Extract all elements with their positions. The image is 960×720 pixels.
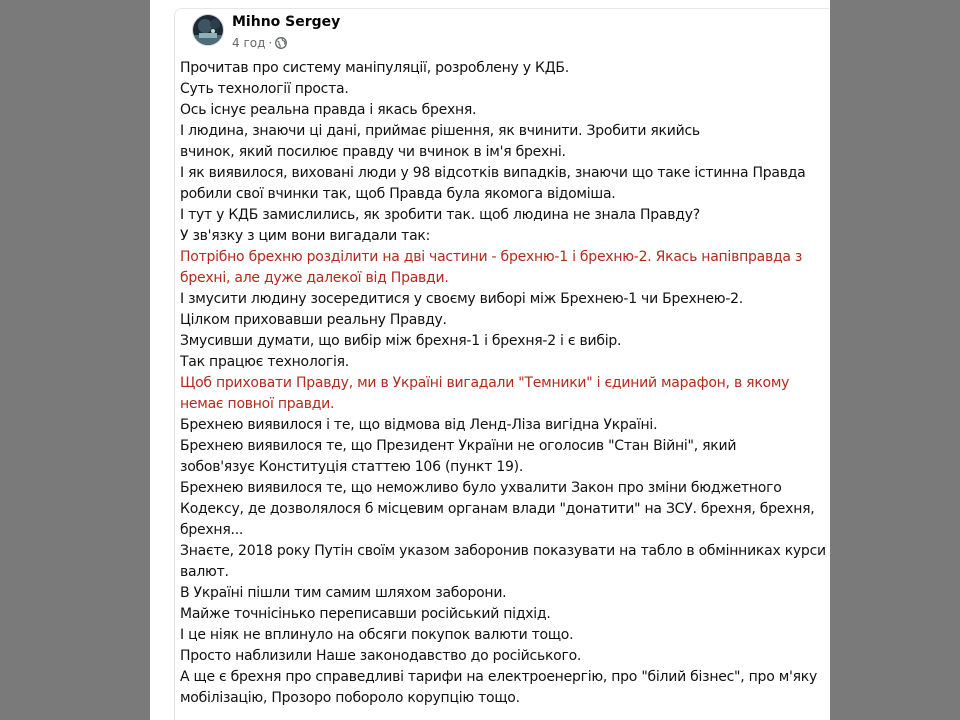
post-line: Просто наблизили Наше законодавство до російського.	[180, 648, 582, 664]
post-line: Прочитав про систему маніпуляції, розроблену у КДБ.	[180, 60, 569, 76]
post-line: І людина, знаючи ці дані, приймає рішення, як вчинити. Зробити якийсь	[180, 123, 700, 139]
post-line: І змусити людину зосередитися у своєму виборі між Брехнею-1 чи Брехнею-2.	[180, 291, 743, 307]
post-time[interactable]: 4 год	[232, 36, 266, 50]
post-line: мобілізацію, Прозоро поборолo корупцію тощо.	[180, 690, 520, 706]
post-line: Брехнею виявилося те, що неможливо було ухвалити Закон про зміни бюджетного	[180, 480, 782, 496]
post-line: Майже точнісінько переписавши російський підхід.	[180, 606, 551, 622]
meta-separator: ·	[268, 36, 273, 50]
post-line: І як виявилося, виховані люди у 98 відсотків випадків, знаючи що таке істинна Правда	[180, 165, 806, 181]
post-line: Ось існує реальна правда і якась брехня.	[180, 102, 477, 118]
post-line: Так працює технологія.	[180, 354, 350, 370]
post-text	[180, 58, 830, 709]
post-line: Змусивши думати, що вибір між брехня-1 і брехня-2 і є вибір.	[180, 333, 622, 349]
post-line-highlight: Потрібно брехню розділити на дві частини - брехню-1 і брехню-2. Якась напівправда з	[180, 249, 803, 265]
post-line: Брехнею виявилося те, що Президент України не оголосив "Стан Війні", який	[180, 438, 737, 454]
post-line: вчинок, який посилює правду чи вчинок в ім'я брехні.	[180, 144, 566, 160]
post-line-highlight: немає повної правди.	[180, 396, 335, 412]
post-line: валют.	[180, 564, 229, 580]
author-name[interactable]: Mihno Sergey	[232, 14, 341, 30]
post-line: У зв'язку з цим вони вигадали так:	[180, 228, 431, 244]
post-line: І це ніяк не вплинуло на обсяги покупок валюти тощо.	[180, 627, 574, 643]
post-line: Знаєте, 2018 року Путін своїм указом заборонив показувати на табло в обмінниках курси	[180, 543, 826, 559]
post-line-highlight: брехні, але дуже далекої від Правди.	[180, 270, 449, 286]
post-line: зобов'язує Конституція статтею 106 (пункт 19).	[180, 459, 524, 475]
post-line: А ще є брехня про справедливі тарифи на електроенергію, про "білий бізнес", про м'яку	[180, 669, 818, 685]
post-line: брехня...	[180, 522, 244, 538]
post-line: Цілком приховавши реальну Правду.	[180, 312, 447, 328]
avatar[interactable]	[192, 14, 224, 46]
post-line: І тут у КДБ замислились, як зробити так. щоб людина не знала Правду?	[180, 207, 700, 223]
post-line: В Україні пішли тим самим шляхом заборони.	[180, 585, 507, 601]
post-meta	[232, 36, 287, 50]
post-line: Брехнею виявилося і те, що відмова від Ленд-Ліза вигідна Україні.	[180, 417, 658, 433]
post-line: робили свої вчинки так, щоб Правда була якомога відоміша.	[180, 186, 616, 202]
globe-icon[interactable]	[275, 37, 287, 49]
post-line: Суть технології проста.	[180, 81, 349, 97]
post-line-highlight: Щоб приховати Правду, ми в Україні вигадали "Темники" і єдиний марафон, в якому	[180, 375, 790, 391]
post-line: Кодексу, де дозволялося б місцевим органам влади "донатити" на ЗСУ. брехня, брехня,	[180, 501, 815, 517]
